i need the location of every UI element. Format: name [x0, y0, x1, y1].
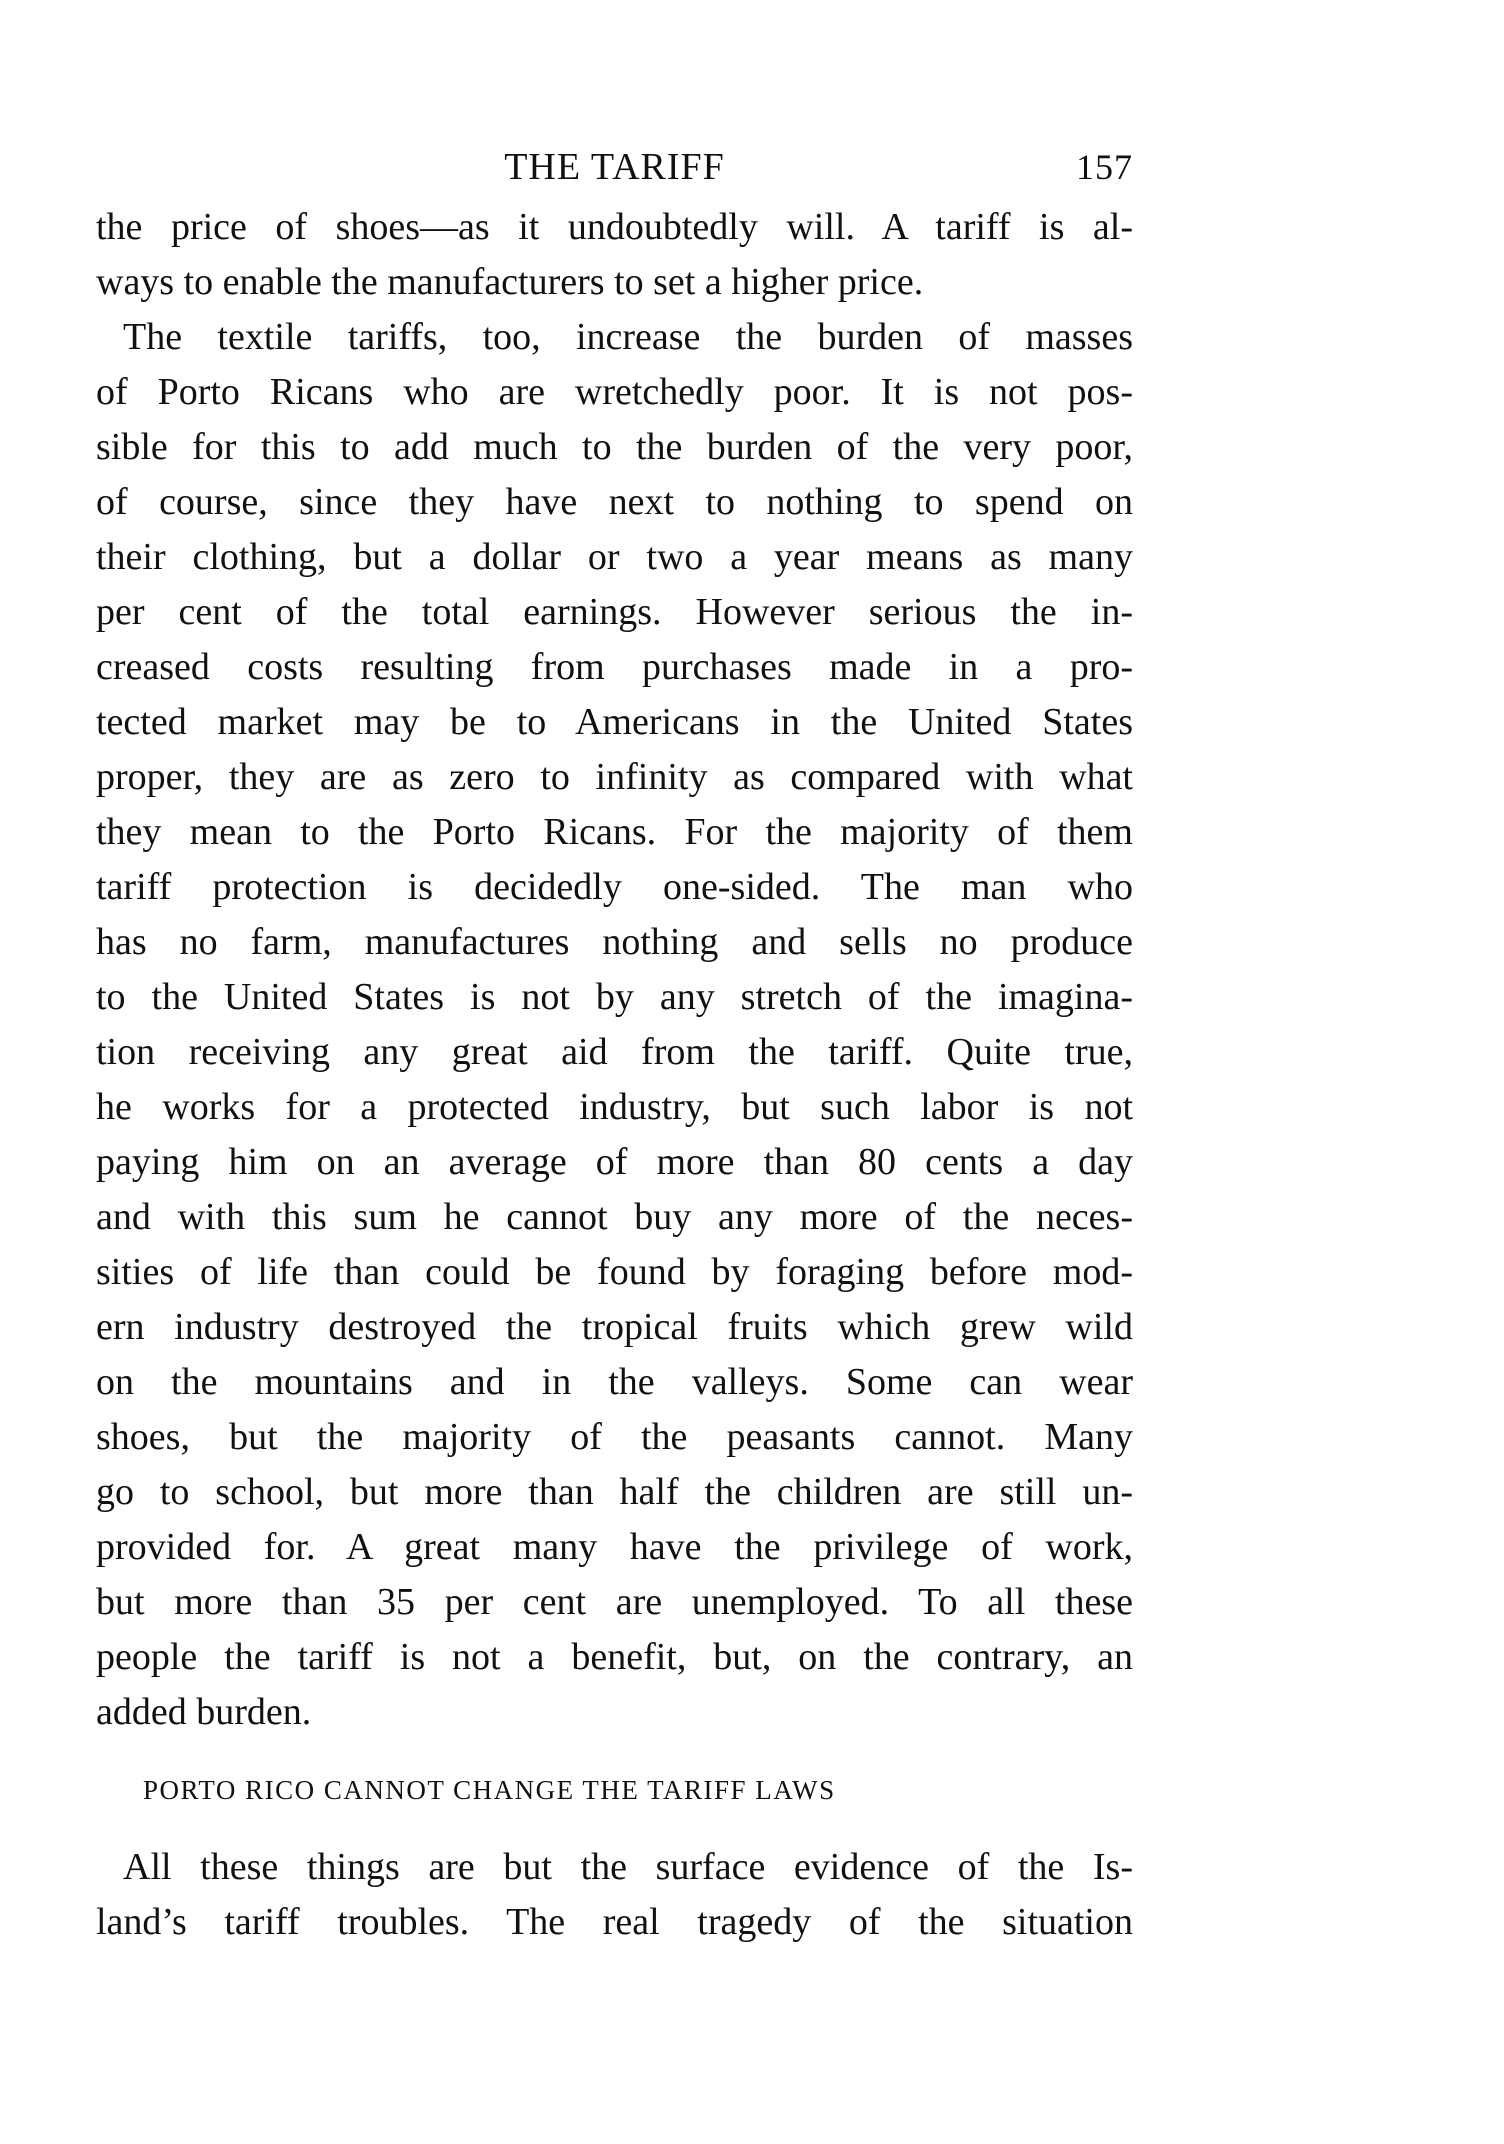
text-line: provided for. A great many have the privilege of work,	[96, 1526, 1133, 1568]
running-title: THE TARIFF	[504, 146, 725, 188]
text-line: All these things are but the surface evidence of the Is-	[123, 1846, 1133, 1888]
text-line: on the mountains and in the valleys. Some can wear	[96, 1361, 1133, 1403]
section-heading: PORTO RICO CANNOT CHANGE THE TARIFF LAWS	[143, 1775, 836, 1805]
paragraph	[96, 1840, 1133, 1950]
text-line: shoes, but the majority of the peasants cannot. Many	[96, 1416, 1133, 1458]
text-line: land’s tariff troubles. The real tragedy of the situation	[96, 1901, 1133, 1943]
text-line: per cent of the total earnings. However serious the in-	[96, 591, 1133, 633]
body-text-continued	[96, 1840, 1133, 1950]
text-line: they mean to the Porto Ricans. For the majority of them	[96, 811, 1133, 853]
text-line: ern industry destroyed the tropical fruits which grew wild	[96, 1306, 1133, 1348]
paragraph-continued	[96, 200, 1133, 310]
text-line: tected market may be to Americans in the United States	[96, 701, 1133, 743]
text-line: tion receiving any great aid from the tariff. Quite true,	[96, 1031, 1133, 1073]
text-line: but more than 35 per cent are unemployed. To all these	[96, 1581, 1133, 1623]
text-line: of Porto Ricans who are wretchedly poor. It is not pos-	[96, 371, 1133, 413]
text-line: people the tariff is not a benefit, but, on the contrary, an	[96, 1636, 1133, 1678]
text-line: added burden.	[96, 1691, 312, 1733]
page-number: 157	[1076, 147, 1133, 187]
text-line: tariff protection is decidedly one-sided. The man who	[96, 866, 1133, 908]
text-line: proper, they are as zero to infinity as compared with what	[96, 756, 1133, 798]
text-line: sities of life than could be found by foraging before mod-	[96, 1251, 1133, 1293]
text-line: go to school, but more than half the children are still un-	[96, 1471, 1133, 1513]
paragraph	[96, 310, 1133, 1740]
text-line: paying him on an average of more than 80 cents a day	[96, 1141, 1133, 1183]
text-line: ways to enable the manufacturers to set a higher price.	[96, 261, 924, 303]
text-line: the price of shoes—as it undoubtedly will. A tariff is al-	[96, 206, 1133, 248]
text-line: has no farm, manufactures nothing and sells no produce	[96, 921, 1133, 963]
text-line: and with this sum he cannot buy any more of the neces-	[96, 1196, 1133, 1238]
text-line: to the United States is not by any stretch of the imagina-	[96, 976, 1133, 1018]
text-line: he works for a protected industry, but such labor is not	[96, 1086, 1133, 1128]
text-line: The textile tariffs, too, increase the burden of masses	[123, 316, 1133, 358]
running-head	[96, 142, 1133, 192]
text-line: creased costs resulting from purchases made in a pro-	[96, 646, 1133, 688]
text-line: sible for this to add much to the burden of the very poor,	[96, 426, 1133, 468]
text-line: of course, since they have next to nothing to spend on	[96, 481, 1133, 523]
text-line: their clothing, but a dollar or two a year means as many	[96, 536, 1133, 578]
body-text	[96, 200, 1133, 1740]
